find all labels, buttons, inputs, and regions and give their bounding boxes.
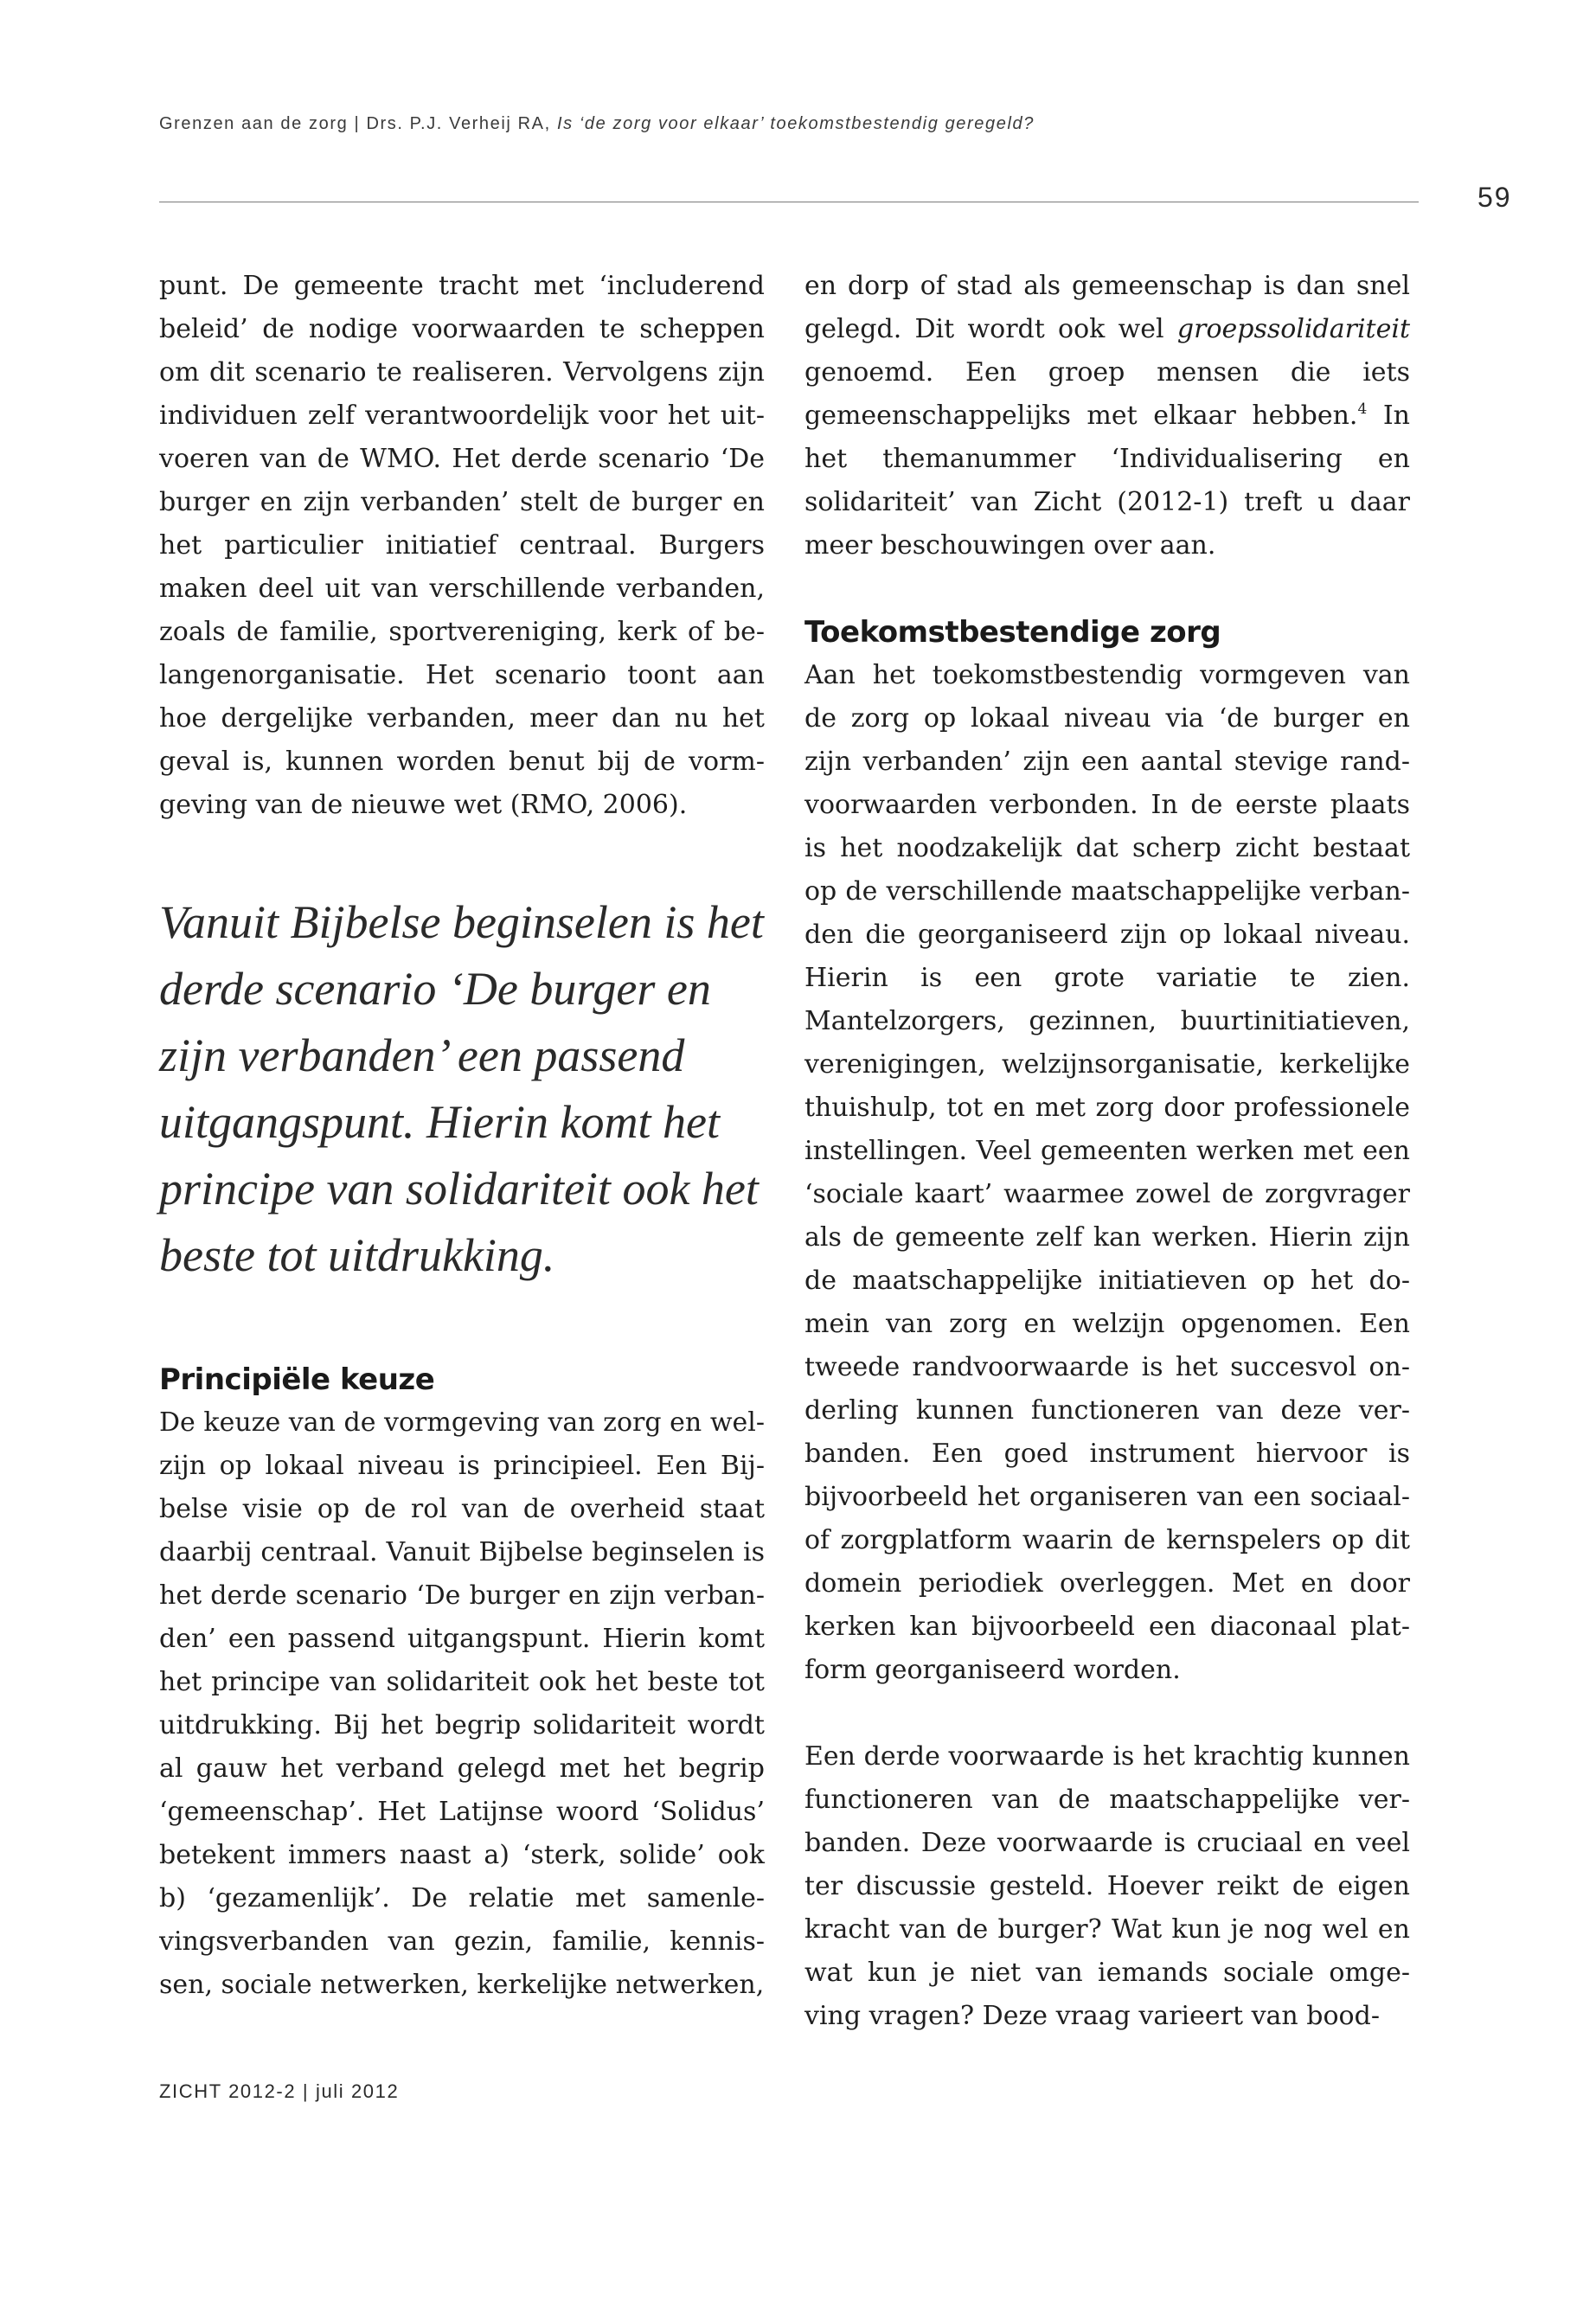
left-paragraph-1: punt. De gemeente tracht met ‘includerend beleid’ de nodige voorwaarden te scheppen om dit scenario te realiseren. Vervolgens zijn individuen zelf verantwoordelijk voor het uitvoeren van de WMO. Het derde scenario ‘De burger en zijn verbanden’ stelt de burger en het particulier initiatief centraal. Burgers maken deel uit van verschillende verbanden, zoals de familie, sportvereniging, kerk of belangenorganisatie. Het scenario toont aan hoe dergelijke verbanden, meer dan nu het geval is, kunnen worden benut bij de vormgeving van de nieuwe wet (RMO, 2006). bbox=[159, 271, 765, 820]
right-paragraph-1-text-3: In het themanummer ‘Individualisering en solidariteit’ van Zicht (2012-1) treft u daar meer beschouwingen over aan. bbox=[804, 401, 1411, 561]
page-number: 59 bbox=[1477, 182, 1512, 213]
journal-section: Grenzen aan de zorg bbox=[159, 114, 349, 133]
footer-separator: | bbox=[302, 2080, 310, 2102]
footer bbox=[159, 2080, 399, 2103]
right-paragraph-2: Aan het toekomstbestendig vormgeven van de zorg op lokaal niveau via ‘de burger en zijn verbanden’ zijn een aantal stevige randvoorwaarden verbonden. In de eerste plaats is het noodzakelijk dat scherp zicht bestaat op de verschillende maatschappelijke verbanden die georganiseerd zijn op lokaal niveau. Hierin is een grote variatie te zien. Mantelzorgers, gezinnen, buurtinitiatieven, verenigingen, welzijnsorganisatie, kerkelijke thuishulp, tot en met zorg door professionele instellingen. Veel gemeenten werken met een ‘sociale kaart’ waarmee zowel de zorgvrager als de gemeente zelf kan werken. Hierin zijn de maatschappelijke initiatieven op het domein van zorg en welzijn opgenomen. Een tweede randvoorwaarde is het succesvol onderling kunnen functioneren van deze verbanden. Een goed instrument hiervoor is bijvoorbeeld het organiseren van een sociaal- of zorgplatform waarin de kernspelers op dit domein periodiek overleggen. Met en door kerken kan bijvoorbeeld een diaconaal platform georganiseerd worden. bbox=[804, 660, 1410, 1685]
right-paragraph-3: Een derde voorwaarde is het krachtig kunnen functioneren van de maatschappelijke verbanden. Deze voorwaarde is cruciaal en veel ter discussie gesteld. Hoever reikt de eigen kracht van de burger? Wat kun je nog wel en wat kun je niet van iemands sociale omgeving vragen? Deze vraag varieert van bood- bbox=[804, 1741, 1410, 2031]
running-header bbox=[159, 114, 1035, 134]
right-column bbox=[804, 265, 1410, 2038]
left-column bbox=[159, 265, 765, 2007]
left-paragraph-2: De keuze van de vormgeving van zorg en welzijn op lokaal niveau is principieel. Een Bijbelse visie op de rol van de overheid staat daarbij centraal. Vanuit Bijbelse beginselen is het derde scenario ‘De burger en zijn verbanden’ een passend uitgangspunt. Hierin komt het principe van solidariteit ook het beste tot uitdrukking. Bij het begrip solidariteit wordt al gauw het verband gelegd met het begrip ‘gemeenschap’. Het Latijnse woord ‘Solidus’ betekent immers naast a) ‘sterk, solide’ ook b) ‘gezamenlijk’. De relatie met samenlevingsverbanden van gezin, familie, kennissen, sociale netwerken, kerkelijke netwerken, bbox=[159, 1407, 765, 2000]
section-heading-toekomstbestendige-zorg: Toekomstbestendige zorg bbox=[804, 615, 1221, 650]
term-groepssolidariteit: groepssolidariteit bbox=[1176, 314, 1410, 344]
section-heading-principiele-keuze: Principiële keuze bbox=[159, 1362, 435, 1397]
right-paragraph-1 bbox=[804, 265, 1410, 567]
article-title: Is ‘de zorg voor elkaar’ toekomstbestendig geregeld? bbox=[556, 114, 1035, 133]
right-paragraph-1-text-2: genoemd. Een groep mensen die iets gemeenschappelijks met elkaar hebben. bbox=[804, 357, 1410, 431]
footer-date: juli 2012 bbox=[315, 2080, 400, 2102]
right-paragraph-1-text: en dorp of stad als gemeenschap is dan snel gelegd. Dit wordt ook wel bbox=[804, 271, 1410, 344]
pull-quote: Vanuit Bijbelse beginselen is het derde scenario ‘De burger en zijn verbanden’ een passend uitgangspunt. Hierin komt het principe van solidariteit ook het beste tot uitdrukking. bbox=[159, 896, 764, 1281]
author: Drs. P.J. Verheij RA, bbox=[366, 114, 551, 133]
footer-journal: ZICHT 2012-2 bbox=[159, 2080, 297, 2102]
footnote-reference: 4 bbox=[1357, 401, 1368, 418]
header-separator: | bbox=[354, 114, 361, 133]
